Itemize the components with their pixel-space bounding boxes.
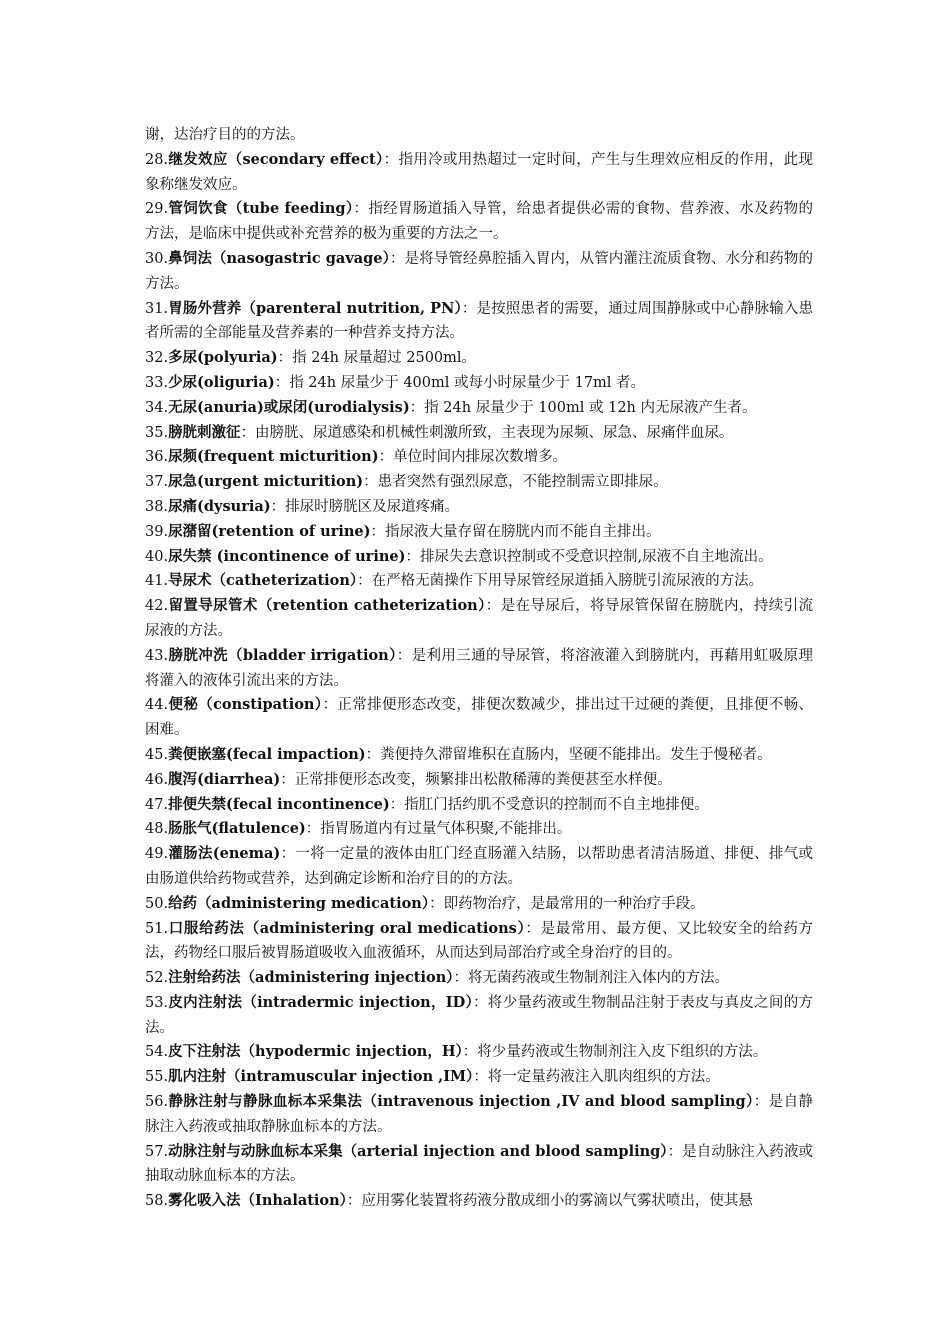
- entry-term: 尿潴留(retention of urine): [168, 522, 371, 540]
- glossary-entry: [145, 594, 813, 644]
- entry-term: 膀胱冲洗（bladder irrigation）: [168, 646, 397, 664]
- entry-term: 腹泻(diarrhea): [168, 770, 281, 788]
- entry-term: 肌内注射（intramuscular injection ,IM）: [168, 1068, 474, 1086]
- glossary-entry: [145, 445, 813, 470]
- glossary-entry: [145, 421, 813, 446]
- entry-term: 膀胱刺激征: [168, 423, 241, 441]
- entry-definition: ：排尿失去意识控制或不受意识控制,尿液不自主地流出。: [405, 548, 773, 565]
- entry-definition: ：正常排便形态改变，频繁排出松散稀薄的粪便甚至水样便。: [280, 771, 672, 788]
- glossary-entry: [145, 371, 813, 396]
- glossary-entry: [145, 520, 813, 545]
- entry-number: 30.: [145, 250, 169, 267]
- entry-term: 肠胀气(flatulence): [168, 820, 306, 838]
- glossary-entry: [145, 693, 813, 743]
- glossary-entry: [145, 991, 813, 1041]
- entry-definition: ：将一定量药液注入肌肉组织的方法。: [473, 1069, 720, 1086]
- entry-term: 雾化吸入法（Inhalation）: [168, 1192, 347, 1210]
- glossary-entry: [145, 346, 813, 371]
- entry-number: 57.: [145, 1143, 169, 1160]
- entry-term: 尿频(frequent micturition): [168, 448, 379, 466]
- entry-definition: ：排尿时膀胱区及尿道疼痛。: [270, 498, 460, 515]
- entry-term: 管饲饮食（tube feeding）: [168, 200, 354, 218]
- entry-definition: ：指肛门括约肌不受意识的控制而不自主地排便。: [389, 796, 709, 813]
- entry-term: 留置导尿管术（retention catheterization）: [168, 597, 486, 615]
- entry-definition: ：将少量药液或生物制品注射于表皮与真皮之间的方法。: [145, 994, 813, 1036]
- entry-term: 灌肠法(enema): [168, 845, 281, 863]
- entry-term: 尿失禁 (incontinence of urine): [168, 547, 406, 565]
- entry-term: 静脉注射与静脉血标本采集法（intravenous injection ,IV and blood sampling）: [168, 1093, 754, 1111]
- entry-number: 33.: [145, 374, 169, 391]
- glossary-entry: [145, 545, 813, 570]
- entry-term: 给药（administering medication）: [168, 894, 430, 912]
- glossary-entry: [145, 297, 813, 347]
- entry-term: 排便失禁(fecal incontinence): [168, 795, 390, 813]
- entry-number: 31.: [145, 300, 169, 317]
- lead-fragment: 谢，达治疗目的的方法。: [145, 127, 305, 143]
- glossary-entry: [145, 1189, 813, 1214]
- entry-number: 35.: [145, 424, 169, 441]
- glossary-entry: [145, 743, 813, 768]
- entry-number: 41.: [145, 573, 169, 590]
- entry-number: 32.: [145, 350, 169, 367]
- entry-term: 鼻饲法（nasogastric gavage）: [168, 249, 390, 267]
- entry-definition: ：即药物治疗，是最常用的一种治疗手段。: [429, 895, 705, 912]
- glossary-entry: [145, 495, 813, 520]
- entry-term: 胃肠外营养（parenteral nutrition, PN）: [168, 299, 462, 317]
- entry-term: 粪便嵌塞(fecal impaction): [168, 745, 366, 763]
- entry-definition: ：指 24h 尿量超过 2500ml。: [277, 350, 477, 367]
- entry-number: 58.: [145, 1193, 169, 1210]
- entry-definition: ：指胃肠道内有过量气体积聚,不能排出。: [305, 821, 572, 838]
- entry-number: 37.: [145, 474, 169, 491]
- entry-definition: ：在严格无菌操作下用导尿管经尿道插入膀胱引流尿液的方法。: [357, 573, 764, 590]
- entry-number: 50.: [145, 895, 169, 912]
- entry-term: 多尿(polyuria): [168, 349, 278, 367]
- entry-term: 少尿(oliguria): [168, 373, 275, 391]
- entry-definition: ：正常排便形态改变，排便次数减少，排出过干过硬的粪便，且排便不畅、困难。: [145, 697, 813, 739]
- glossary-entry: [145, 197, 813, 247]
- entry-number: 55.: [145, 1069, 169, 1086]
- entry-definition: ：指 24h 尿量少于 400ml 或每小时尿量少于 17ml 者。: [274, 374, 646, 391]
- entry-number: 39.: [145, 523, 169, 540]
- glossary-entry: [145, 966, 813, 991]
- entry-term: 无尿(anuria)或尿闭(urodialysis): [168, 398, 410, 416]
- entry-definition: ：是在导尿后，将导尿管保留在膀胱内，持续引流尿液的方法。: [145, 598, 814, 639]
- entry-definition: ：一将一定量的液体由肛门经直肠灌入结肠，以帮助患者清洁肠道、排便、排气或由肠道供给药物或营养，达到确定诊断和治疗目的的方法。: [145, 846, 814, 887]
- glossary-entry: [145, 1065, 813, 1090]
- glossary-list: [145, 148, 813, 1214]
- entry-definition: ：指尿液大量存留在膀胱内而不能自主排出。: [370, 523, 661, 540]
- glossary-entry: [145, 148, 813, 198]
- glossary-entry: [145, 793, 813, 818]
- entry-definition: ：单位时间内排尿次数增多。: [378, 449, 568, 466]
- entry-number: 51.: [145, 920, 169, 937]
- glossary-entry: [145, 396, 813, 421]
- entry-definition: ：应用雾化装置将药液分散成细小的雾滴以气雾状喷出，使其悬: [346, 1193, 753, 1210]
- glossary-entry: [145, 917, 813, 967]
- glossary-entry: [145, 644, 813, 694]
- entry-definition: ：是最常用、最方便、又比较安全的给药方法，药物经口服后被胃肠道吸收入血液循环，从而达到局部治疗或全身治疗的目的。: [145, 920, 814, 962]
- entry-number: 43.: [145, 647, 169, 664]
- entry-definition: ：是利用三通的导尿管，将溶液灌入到膀胱内，再藉用虹吸原理将灌入的液体引流出来的方法。: [145, 647, 814, 689]
- entry-term: 皮下注射法（hypodermic injection，H）: [168, 1043, 463, 1061]
- entry-term: 尿痛(dysuria): [168, 497, 271, 515]
- entry-term: 继发效应（secondary effect）: [168, 150, 384, 168]
- entry-definition: ：是将导管经鼻腔插入胃内，从管内灌注流质食物、水分和药物的方法。: [145, 250, 813, 292]
- entry-number: 28.: [145, 151, 169, 168]
- entry-term: 注射给药法（administering injection）: [168, 969, 454, 987]
- glossary-entry: [145, 817, 813, 842]
- entry-term: 动脉注射与动脉血标本采集（arterial injection and blood sampling）: [168, 1142, 668, 1160]
- glossary-entry: [145, 892, 813, 917]
- entry-number: 54.: [145, 1044, 169, 1061]
- entry-number: 44.: [145, 697, 169, 714]
- entry-definition: ：粪便持久滞留堆积在直肠内，坚硬不能排出。发生于慢秘者。: [365, 746, 772, 763]
- entry-definition: ：指用冷或用热超过一定时间，产生与生理效应相反的作用，此现象称继发效应。: [145, 151, 813, 193]
- entry-number: 38.: [145, 498, 169, 515]
- entry-definition: ：指经胃肠道插入导管，给患者提供必需的食物、营养液、水及药物的方法，是临床中提供或补充营养的极为重要的方法之一。: [145, 201, 813, 243]
- entry-number: 42.: [145, 598, 169, 615]
- glossary-entry: [145, 1040, 813, 1065]
- entry-number: 40.: [145, 548, 169, 565]
- entry-number: 49.: [145, 846, 169, 863]
- entry-definition: ：指 24h 尿量少于 100ml 或 12h 内无尿液产生者。: [409, 399, 757, 416]
- entry-number: 45.: [145, 746, 169, 763]
- entry-term: 口服给药法（administering oral medications）: [168, 919, 526, 937]
- entry-term: 皮内注射法（intradermic injection，ID）: [168, 993, 473, 1011]
- document-page: [145, 123, 813, 1214]
- entry-definition: ：患者突然有强烈尿意，不能控制需立即排尿。: [363, 474, 668, 491]
- glossary-entry: [145, 569, 813, 594]
- entry-definition: ：是自动脉注入药液或抽取动脉血标本的方法。: [145, 1143, 814, 1185]
- entry-number: 29.: [145, 201, 169, 218]
- entry-definition: ：将少量药液或生物制剂注入皮下组织的方法。: [462, 1044, 768, 1061]
- entry-number: 36.: [145, 449, 169, 466]
- entry-definition: ：是自静脉注入药液或抽取静脉血标本的方法。: [145, 1094, 814, 1135]
- entry-number: 34.: [145, 399, 169, 416]
- glossary-entry: [145, 470, 813, 495]
- entry-definition: ：由膀胱、尿道感染和机械性刺激所致，主表现为尿频、尿急、尿痛伴血尿。: [240, 424, 734, 441]
- entry-definition: ：将无菌药液或生物制剂注入体内的方法。: [453, 970, 729, 987]
- glossary-entry: [145, 247, 813, 297]
- glossary-entry: [145, 842, 813, 892]
- glossary-entry: [145, 1140, 813, 1190]
- entry-number: 52.: [145, 970, 169, 987]
- entry-number: 47.: [145, 796, 169, 813]
- entry-number: 46.: [145, 771, 169, 788]
- entry-number: 48.: [145, 821, 169, 838]
- glossary-entry: [145, 768, 813, 793]
- entry-term: 尿急(urgent micturition): [168, 473, 364, 491]
- entry-term: 便秘（constipation）: [168, 696, 323, 714]
- entry-definition: ：是按照患者的需要，通过周围静脉或中心静脉输入患者所需的全部能量及营养素的一种营养支持方法。: [145, 300, 814, 342]
- entry-number: 56.: [145, 1094, 169, 1111]
- glossary-entry: [145, 1090, 813, 1140]
- entry-term: 导尿术（catheterization）: [168, 572, 358, 590]
- entry-number: 53.: [145, 994, 169, 1011]
